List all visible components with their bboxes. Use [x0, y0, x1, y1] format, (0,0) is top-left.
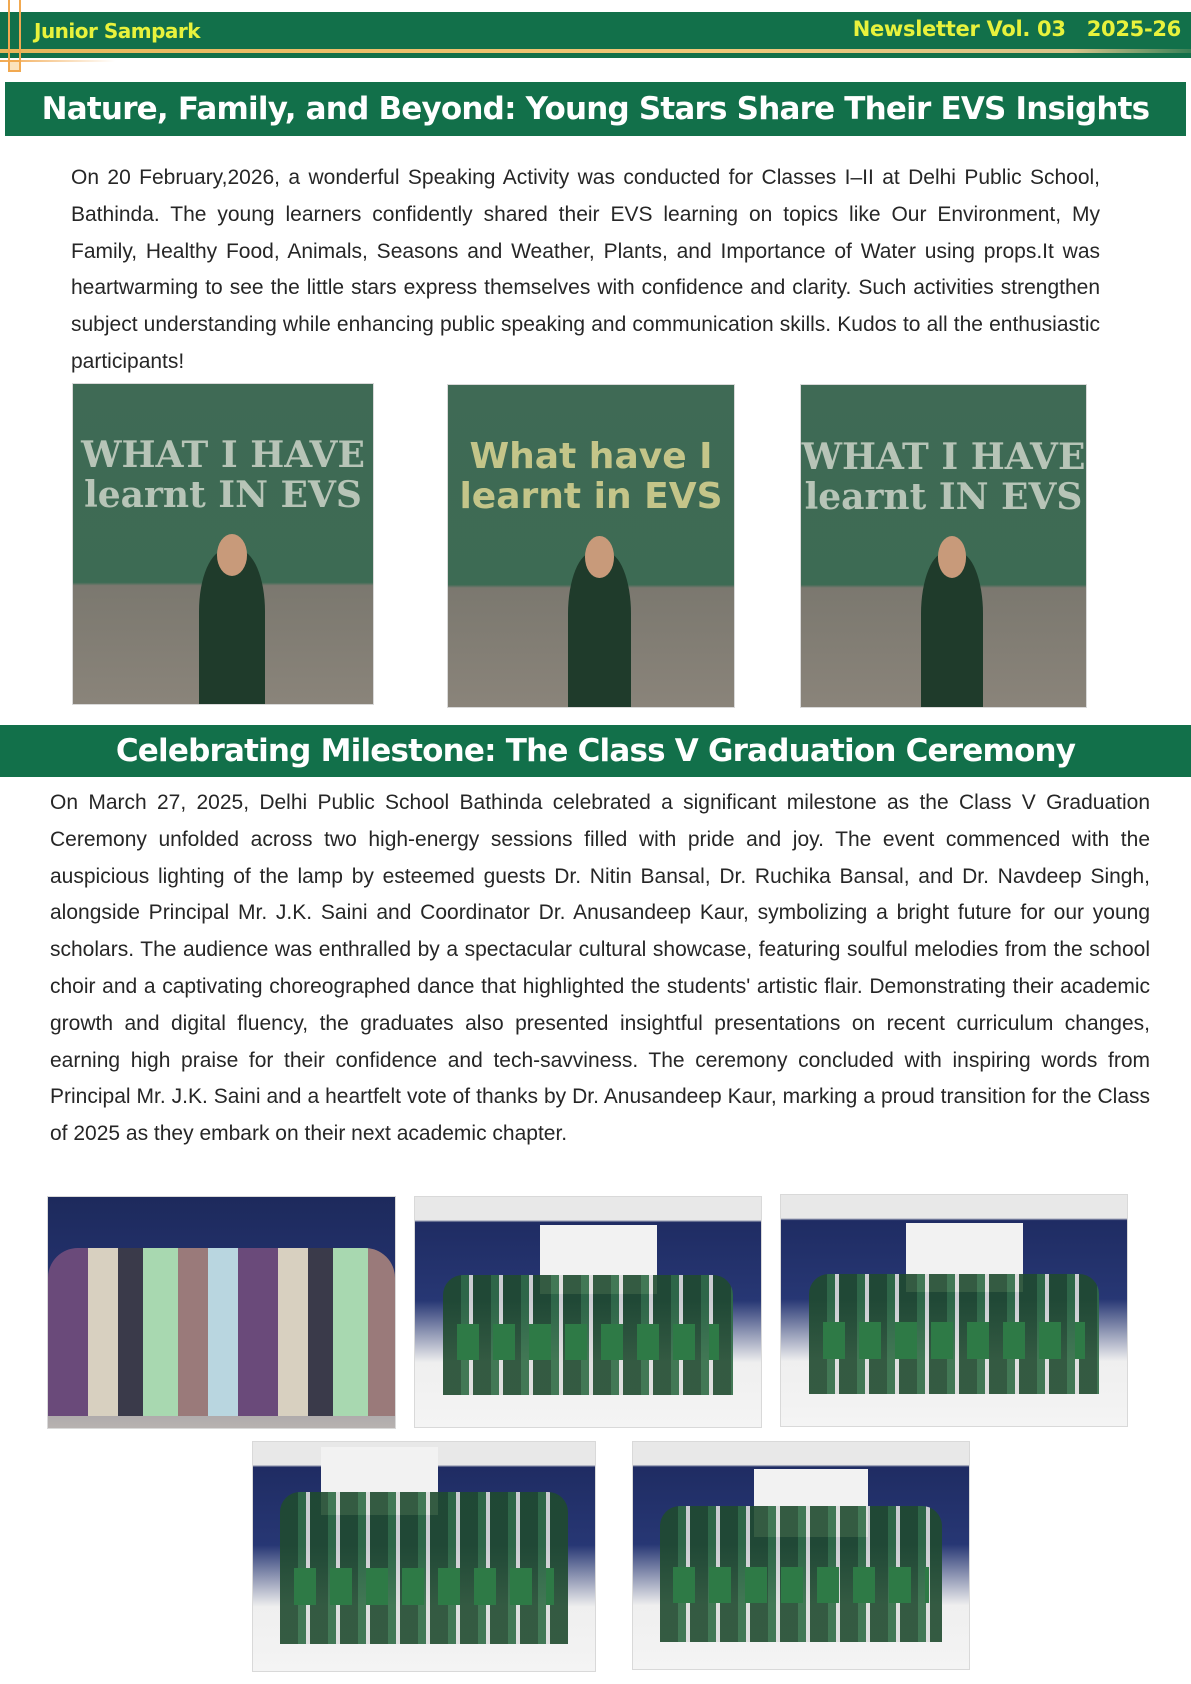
certificates	[673, 1567, 928, 1603]
magazine-title: Junior Sampark	[34, 19, 201, 43]
evs-photo-1	[72, 383, 374, 705]
chalkboard-text: What have I learnt in EVS	[459, 435, 723, 517]
section1-title: Nature, Family, and Beyond: Young Stars Share Their EVS Insights	[5, 82, 1186, 136]
evs-photo-2	[447, 384, 735, 708]
section1-body: On 20 February,2026, a wonderful Speaking Activity was conducted for Classes I–II at Delhi Public School, Bathinda. The young learners confidently shared their EVS learning on topics like Our Environment, My Family, Healthy Food, Animals, Seasons and Weather, Plants, and Importance of Water using props.It was heartwarming to see the little stars express themselves with confidence and clarity. Such activities strengthen subject understanding while enhancing public speaking and communication skills. Kudos to all the enthusiastic participants!	[71, 166, 1100, 373]
guests-group	[48, 1248, 395, 1417]
certificates	[294, 1568, 554, 1605]
section2-body: On March 27, 2025, Delhi Public School Bathinda celebrated a significant milestone as the Class V Graduation Ceremony unfolded across two high-energy sessions filled with pride and joy. The event commenced with the auspicious lighting of the lamp by esteemed guests Dr. Nitin Bansal, Dr. Ruchika Bansal, and Dr. Navdeep Singh, alongside Principal Mr. J.K. Saini and Coordinator Dr. Anusandeep Kaur, symbolizing a bright future for our young scholars. The audience was enthralled by a spectacular cultural showcase, featuring soulful melodies from the school choir and a captivating choreographed dance that highlighted the students' artistic flair. Demonstrating their academic growth and digital fluency, the graduates also presented insightful presentations on recent curriculum changes, earning high praise for their confidence and tech-savviness. The ceremony concluded with inspiring words from Principal Mr. J.K. Saini and a heartfelt vote of thanks by Dr. Anusandeep Kaur, marking a proud transition for the Class of 2025 as they embark on their next academic chapter.	[50, 791, 1150, 1146]
student-face	[585, 536, 614, 578]
graduation-photo-5	[632, 1441, 970, 1670]
graduation-photo-4	[252, 1441, 596, 1672]
graduation-photo-2	[414, 1196, 762, 1428]
chalkboard-text: WHAT I HAVE learnt IN EVS	[81, 434, 365, 517]
section2-title: Celebrating Milestone: The Class V Graduation Ceremony	[0, 725, 1191, 777]
corner-square	[8, 60, 21, 72]
chalkboard-text: WHAT I HAVE learnt IN EVS	[801, 435, 1086, 518]
certificates	[823, 1322, 1086, 1359]
graduation-photo-3	[780, 1194, 1128, 1427]
student-face	[217, 534, 247, 576]
newsletter-volume: Newsletter Vol. 03 2025-26	[852, 17, 1181, 41]
certificates	[457, 1324, 720, 1361]
header-gold-rule	[0, 49, 1191, 53]
evs-photo-3	[800, 384, 1087, 708]
graduation-photo-1	[47, 1196, 396, 1429]
